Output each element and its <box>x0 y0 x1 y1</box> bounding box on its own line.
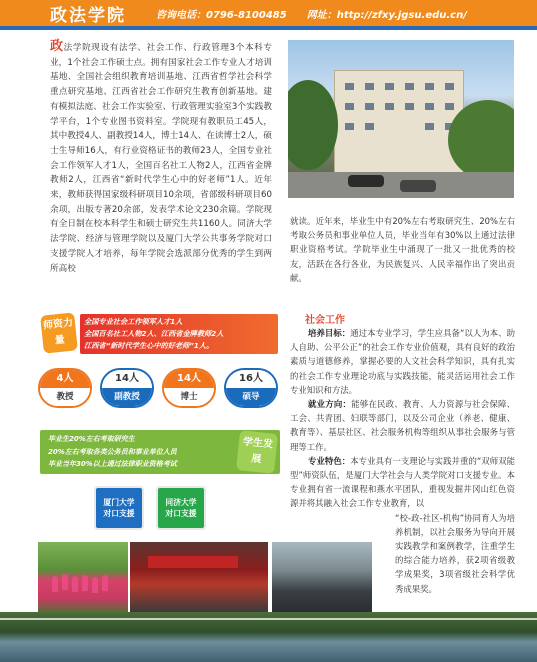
xiamen-support-badge <box>94 486 144 530</box>
honor-line: 全国百名社工人物2人、江西省金牌教师2人 <box>84 329 224 338</box>
feature-label: 专业特色： <box>308 455 351 466</box>
person <box>82 575 88 591</box>
stat-label: 硕导 <box>226 388 276 406</box>
support-line: 对口支援 <box>103 509 135 518</box>
support-line: 厦门大学 <box>103 498 135 507</box>
stat-label: 博士 <box>164 388 214 406</box>
intro-drop-char: 政 <box>50 39 64 54</box>
employ-paragraph <box>290 397 515 454</box>
page-header <box>0 0 537 26</box>
feature-paragraph <box>290 454 515 511</box>
person <box>52 576 58 592</box>
faculty-stats <box>38 368 278 408</box>
window <box>445 103 454 110</box>
activity-photo-meeting <box>130 542 268 612</box>
person <box>62 574 68 590</box>
feature-text: 本专业具有一支理论与实践并重的“双师双能型”师资队伍，是厦门大学社会与人类学院对口支援专业。本专业拥有省一流课程和燕水平团队，重视发掘井冈山红色资源并将其融入社会工作专业教育，以 <box>290 455 516 509</box>
stat-professor <box>38 368 92 408</box>
meeting-banner <box>148 556 238 568</box>
person <box>92 577 98 593</box>
window <box>365 83 374 90</box>
student-development-banner <box>40 430 280 474</box>
goal-paragraph <box>290 326 515 397</box>
stat-associate-professor <box>100 368 154 408</box>
window <box>425 123 434 130</box>
person <box>72 576 78 592</box>
website-link[interactable]: 网址：http://zfxy.jgsu.edu.cn/ <box>306 9 467 21</box>
person <box>102 575 108 591</box>
intro-paragraph <box>50 40 272 276</box>
page-title: 政法学院 <box>50 5 126 26</box>
window <box>345 103 354 110</box>
stat-master-supervisor <box>224 368 278 408</box>
window <box>345 83 354 90</box>
stat-number: 4人 <box>40 370 90 388</box>
student-badge: 学生发展 <box>236 430 278 474</box>
employ-line: 毕业生20%左右考取研究生 <box>48 435 135 443</box>
window <box>445 83 454 90</box>
employ-label: 就业方向： <box>308 399 352 410</box>
tree <box>288 80 338 170</box>
window <box>385 103 394 110</box>
stat-number: 16人 <box>226 370 276 388</box>
car <box>400 180 436 192</box>
footer-railing <box>0 618 537 620</box>
window <box>425 83 434 90</box>
window <box>425 103 434 110</box>
continuation-paragraph: 就读。近年来，毕业生中有20%左右考取研究生、20%左右考取公务员和事业单位人员，毕业当年有30%以上通过法律职业资格考试。学院毕业生中涌现了一批又一批优秀的校友，活跃在各行各业，为民族复兴、人民幸福作出了突出贡献。 <box>290 216 515 283</box>
stat-label: 教授 <box>40 388 90 406</box>
employ-line: 毕业当年30%以上通过法律职业资格考试 <box>48 460 177 468</box>
goal-text: 通过本专业学习，学生应具备“以人为本、助人自助、公平公正”的社会工作专业价值观，具有良好的政治素质与道德修养，掌握必要的人文社会科学知识，具有扎实的社会工作专业理论功底与实践技能，能灵活运用社会工作专业知识和方法。 <box>290 328 516 395</box>
window <box>365 123 374 130</box>
support-line: 同济大学 <box>165 498 197 507</box>
goal-label: 培养目标： <box>308 328 351 338</box>
feature-paragraph-end: “校-政-社区-机构”协同育人为培养机制，以社会服务为导向开展实践教学和案例教学，注重学生的综合能力培养，获2项省级教学成果奖，3项省级社会科学优秀成果奖。 <box>395 512 515 594</box>
window <box>405 103 414 110</box>
window <box>365 103 374 110</box>
campus-building-photo <box>288 40 514 198</box>
header-divider <box>0 26 537 30</box>
honor-lines <box>80 314 278 354</box>
window <box>385 83 394 90</box>
window <box>345 123 354 130</box>
activity-photo-classroom <box>272 542 372 612</box>
honor-line: 全国专业社会工作领军人才1人 <box>84 317 183 326</box>
intro-text: 法学院现设有法学、社会工作、行政管理3个本科专业，1个社会工作硕士点。拥有国家社会工作专业人才培训基地、全国社会组织教育培训基地、江西省哲学社会科学重点研究基地、江西省社会工作研究生教育创新基地。建有模拟法庭、社会工作实验室、行政管理实验室3个实践教学平台，1个专业图书资料室。学院现有教职员工45人，其中教授4人、副教授14人，博士14人、在读博士2人，硕士生导师16人，有行业资格证书的教师23人，全国专业社会工作领军人才1人，全国百名社工人物2人，江西省金牌教师2人，江西省“新时代学生心中的好老师”1人。近年来，教师获得国家级科研项目10余项，省部级科研项目60余项，出版专著20余部，发表学术论文230余篇。学院现有全日制在校本科学生和硕士研究生共1160人。同济大学法学院、经济与管理学院以及厦门大学公共事务学院对口支援学院人才培养，每年学院会选派部分优秀的学生到两所高校 <box>50 43 272 274</box>
faculty-honors-banner <box>38 312 278 354</box>
support-line: 对口支援 <box>165 509 197 518</box>
honor-line: 江西省“新时代学生心中的好老师”1人。 <box>84 341 214 350</box>
employ-text: 能够在民政、教育、人力资源与社会保障、工会、共青团、妇联等部门，以及公司企业（养老、健康、教育等）、基层社区、社会服务机构等组织从事社会服务与管理等工作。 <box>290 399 516 452</box>
stat-number: 14人 <box>102 370 152 388</box>
stat-phd <box>162 368 216 408</box>
car <box>348 175 384 187</box>
stat-label: 副教授 <box>102 388 152 406</box>
tongji-support-badge <box>156 486 206 530</box>
building-shape <box>334 70 464 175</box>
employ-line: 20%左右考取各类公务员和事业单位人员 <box>48 447 177 456</box>
employ-lines <box>48 433 230 471</box>
social-work-title: 社会工作 <box>305 315 345 326</box>
contact-phone: 咨询电话：0796-8100485 <box>156 9 287 21</box>
window <box>405 83 414 90</box>
faculty-badge: 师资力量 <box>40 312 78 353</box>
activity-photo-outdoor <box>38 542 128 612</box>
stat-number: 14人 <box>164 370 214 388</box>
